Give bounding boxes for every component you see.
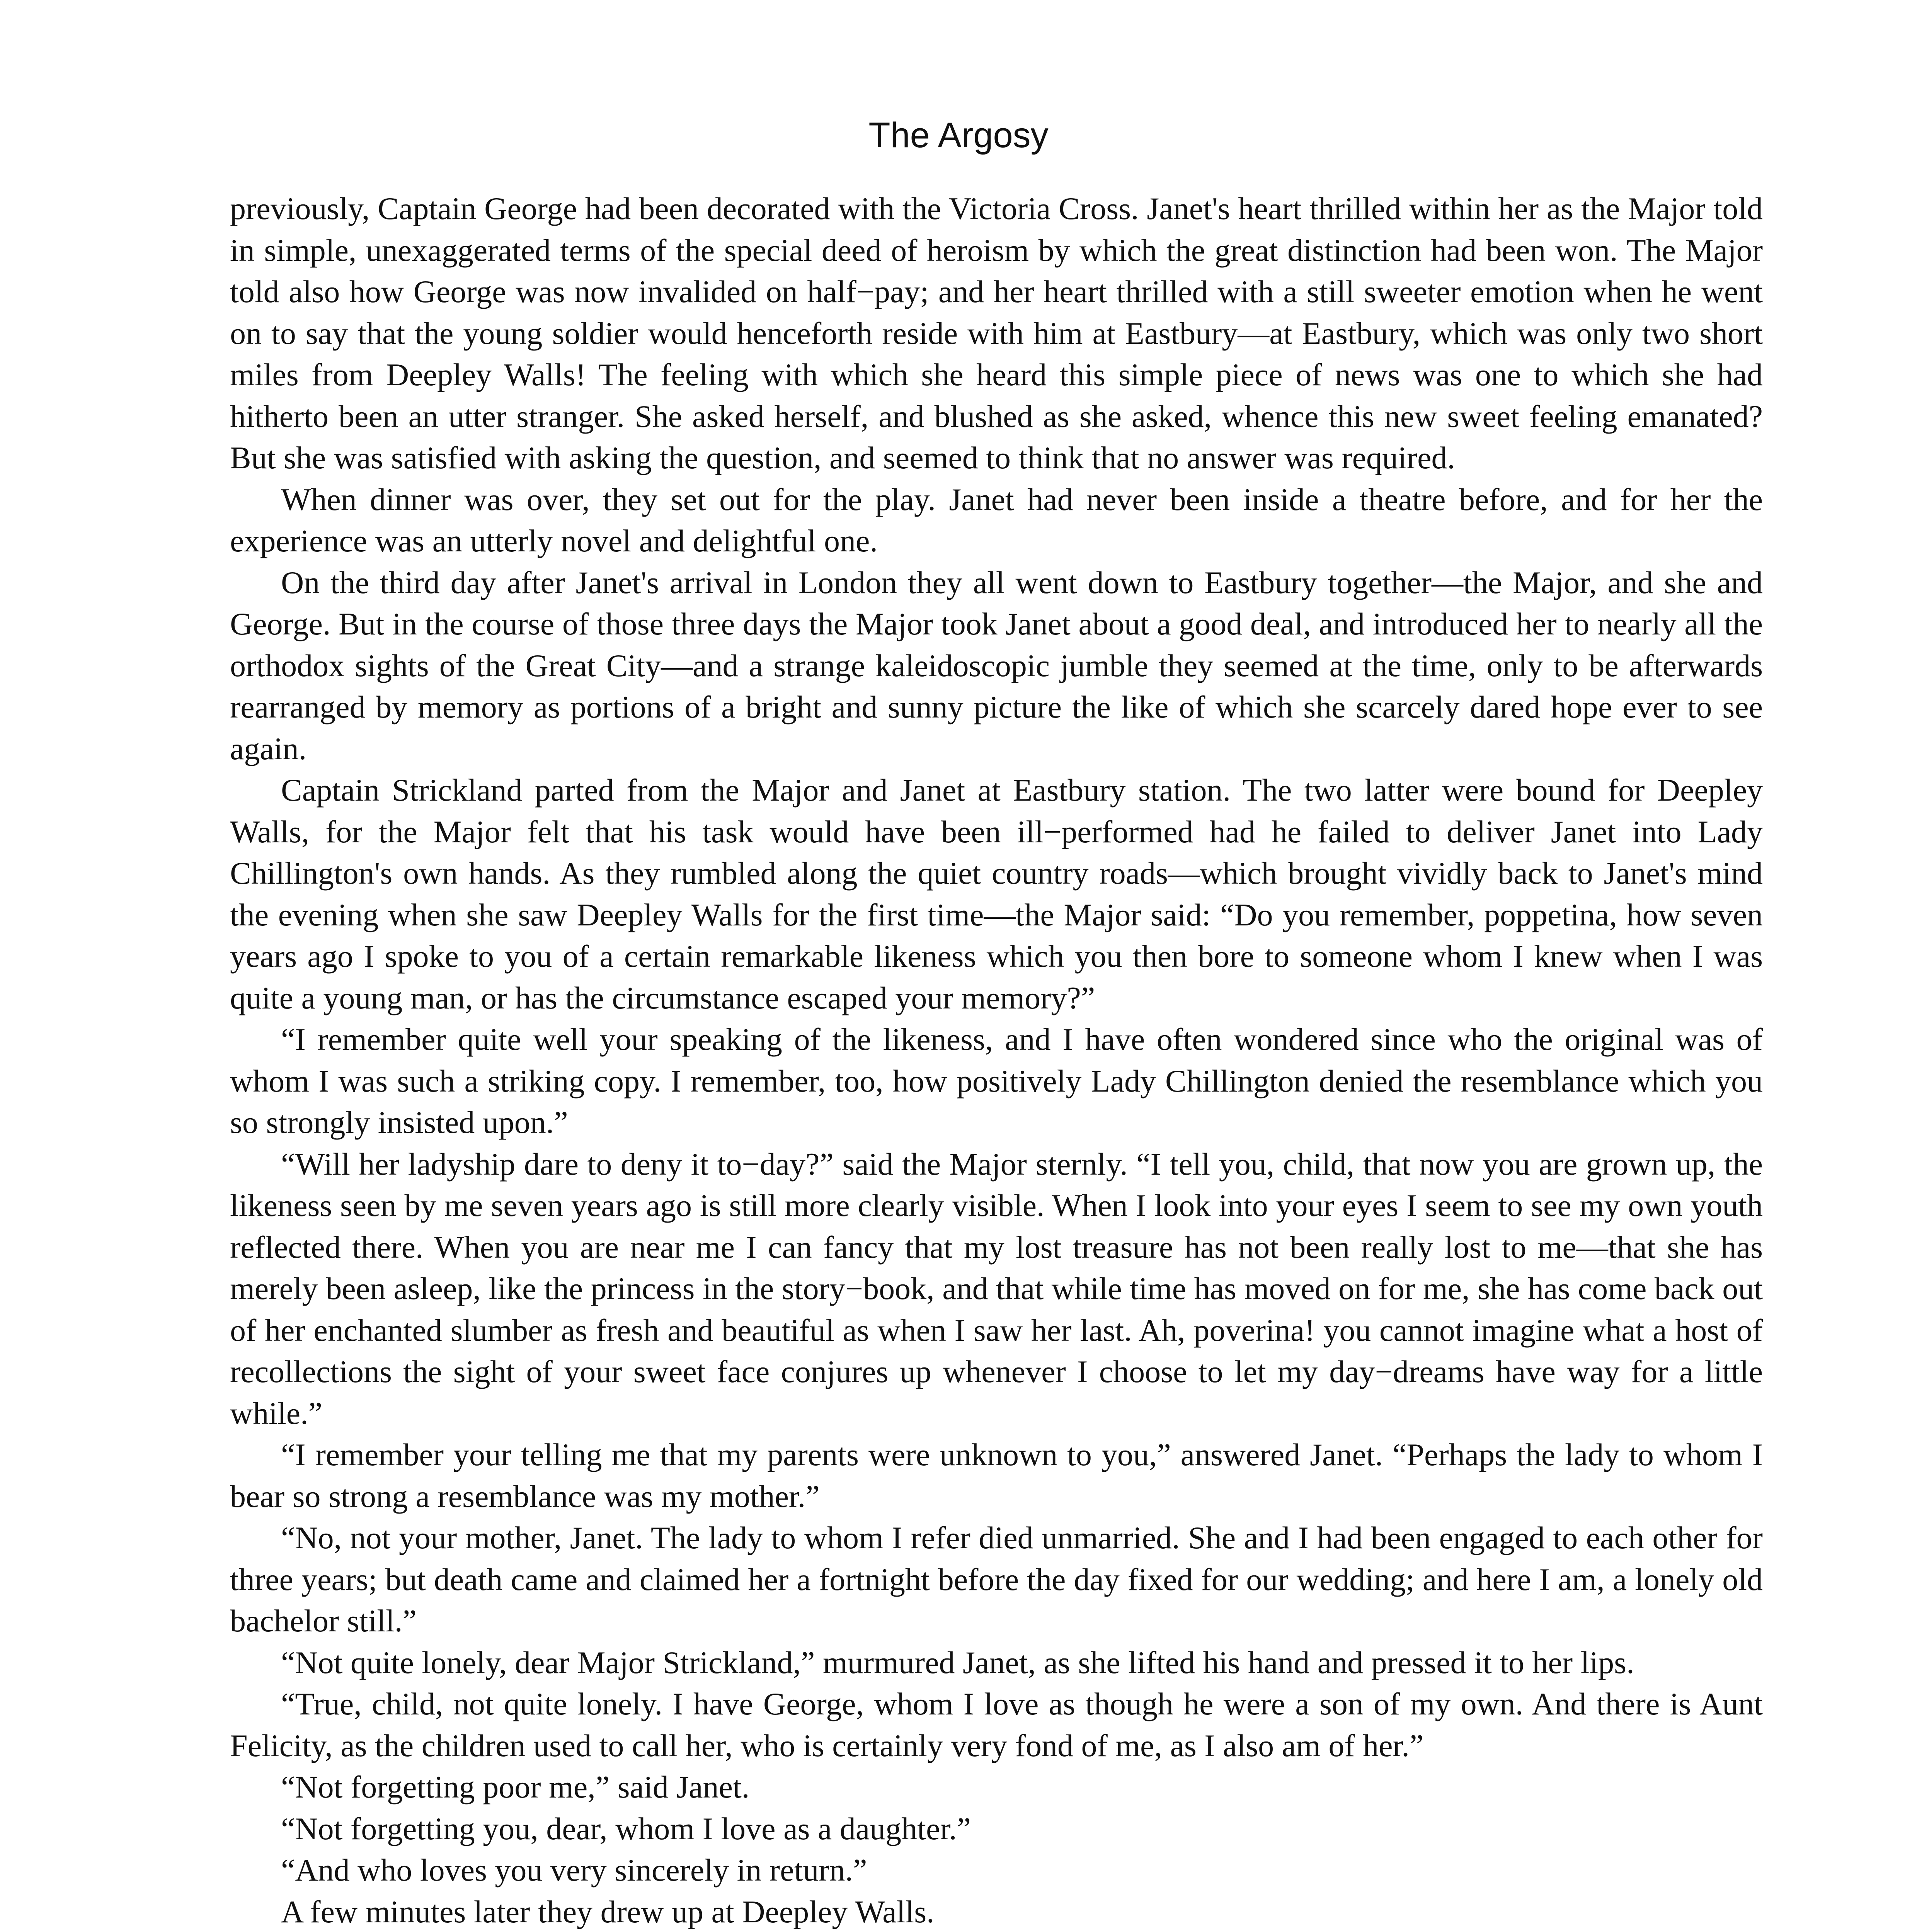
paragraph: “Not forgetting poor me,” said Janet. [281,1769,750,1804]
paragraph: previously, Captain George had been decorated with the Victoria Cross. Janet's heart thrilled within her as the Major told in simple, unexaggerated terms of the special deed of heroism by which the great distinction had been won. The Major told also how George was now invalided on half−pay; and her heart thrilled with a still sweeter emotion when he went on to say that the young soldier would henceforth reside with him at Eastbury—at Eastbury, which was only two short miles from Deepley Walls! The feeling with which she heard this simple piece of news was one to which she had hitherto been an utter stranger. She asked herself, and blushed as she asked, whence this new sweet feeling emanated? But she was satisfied with asking the question, and seemed to think that no answer was required. [230,191,1763,475]
paragraph: “True, child, not quite lonely. I have George, whom I love as though he were a son of my own. And there is Aunt Felicity, as the children used to call her, who is certainly very fond of me, as I also am of her.” [230,1686,1763,1763]
paragraph: When dinner was over, they set out for the play. Janet had never been inside a theatre before, and for her the experience was an utterly novel and delightful one. [230,481,1763,558]
paragraph: “No, not your mother, Janet. The lady to whom I refer died unmarried. She and I had been engaged to each other for three years; but death came and claimed her a fortnight before the day fixed for our wedding; and here I am, a lonely old bachelor still.” [230,1520,1763,1638]
paragraph: “I remember quite well your speaking of the likeness, and I have often wondered since who the original was of whom I was such a striking copy. I remember, too, how positively Lady Chillington denied the resemblance which you so strongly insisted upon.” [230,1022,1763,1140]
paragraph: “I remember your telling me that my parents were unknown to you,” answered Janet. “Perhaps the lady to whom I bear so strong a resemblance was my mother.” [230,1437,1763,1514]
paragraph: A few minutes later they drew up at Deepley Walls. [281,1894,935,1929]
body-text [230,188,1763,1932]
paragraph: Captain Strickland parted from the Major and Janet at Eastbury station. The two latter were bound for Deepley Walls, for the Major felt that his task would have been ill−performed had he failed to deliver Janet into Lady Chillington's own hands. As they rumbled along the quiet country roads—which brought vividly back to Janet's mind the evening when she saw Deepley Walls for the first time—the Major said: “Do you remember, poppetina, how seven years ago I spoke to you of a certain remarkable likeness which you then bore to someone whom I knew when I was quite a young man, or has the circumstance escaped your memory?” [230,772,1763,1015]
paragraph: “And who loves you very sincerely in return.” [281,1852,867,1888]
paragraph: “Not quite lonely, dear Major Strickland,” murmured Janet, as she lifted his hand and pressed it to her lips. [281,1645,1634,1680]
paragraph: On the third day after Janet's arrival in London they all went down to Eastbury together—the Major, and she and George. But in the course of those three days the Major took Janet about a good deal, and introduced her to nearly all the orthodox sights of the Great City—and a strange kaleidoscopic jumble they seemed at the time, only to be afterwards rearranged by memory as portions of a bright and sunny picture the like of which she scarcely dared hope ever to see again. [230,565,1763,766]
running-head-title: The Argosy [868,116,1049,155]
paragraph: “Not forgetting you, dear, whom I love as a daughter.” [281,1811,971,1846]
paragraph: “Will her ladyship dare to deny it to−day?” said the Major sternly. “I tell you, child, that now you are grown up, the likeness seen by me seven years ago is still more clearly visible. When I look into your eyes I seem to see my own youth reflected there. When you are near me I can fancy that my lost treasure has not been really lost to me—that she has merely been asleep, like the princess in the story−book, and that while time has moved on for me, she has come back out of her enchanted slumber as fresh and beautiful as when I saw her last. Ah, poverina! you cannot imagine what a host of recollections the sight of your sweet face conjures up whenever I choose to let my day−dreams have way for a little while.” [230,1146,1763,1431]
